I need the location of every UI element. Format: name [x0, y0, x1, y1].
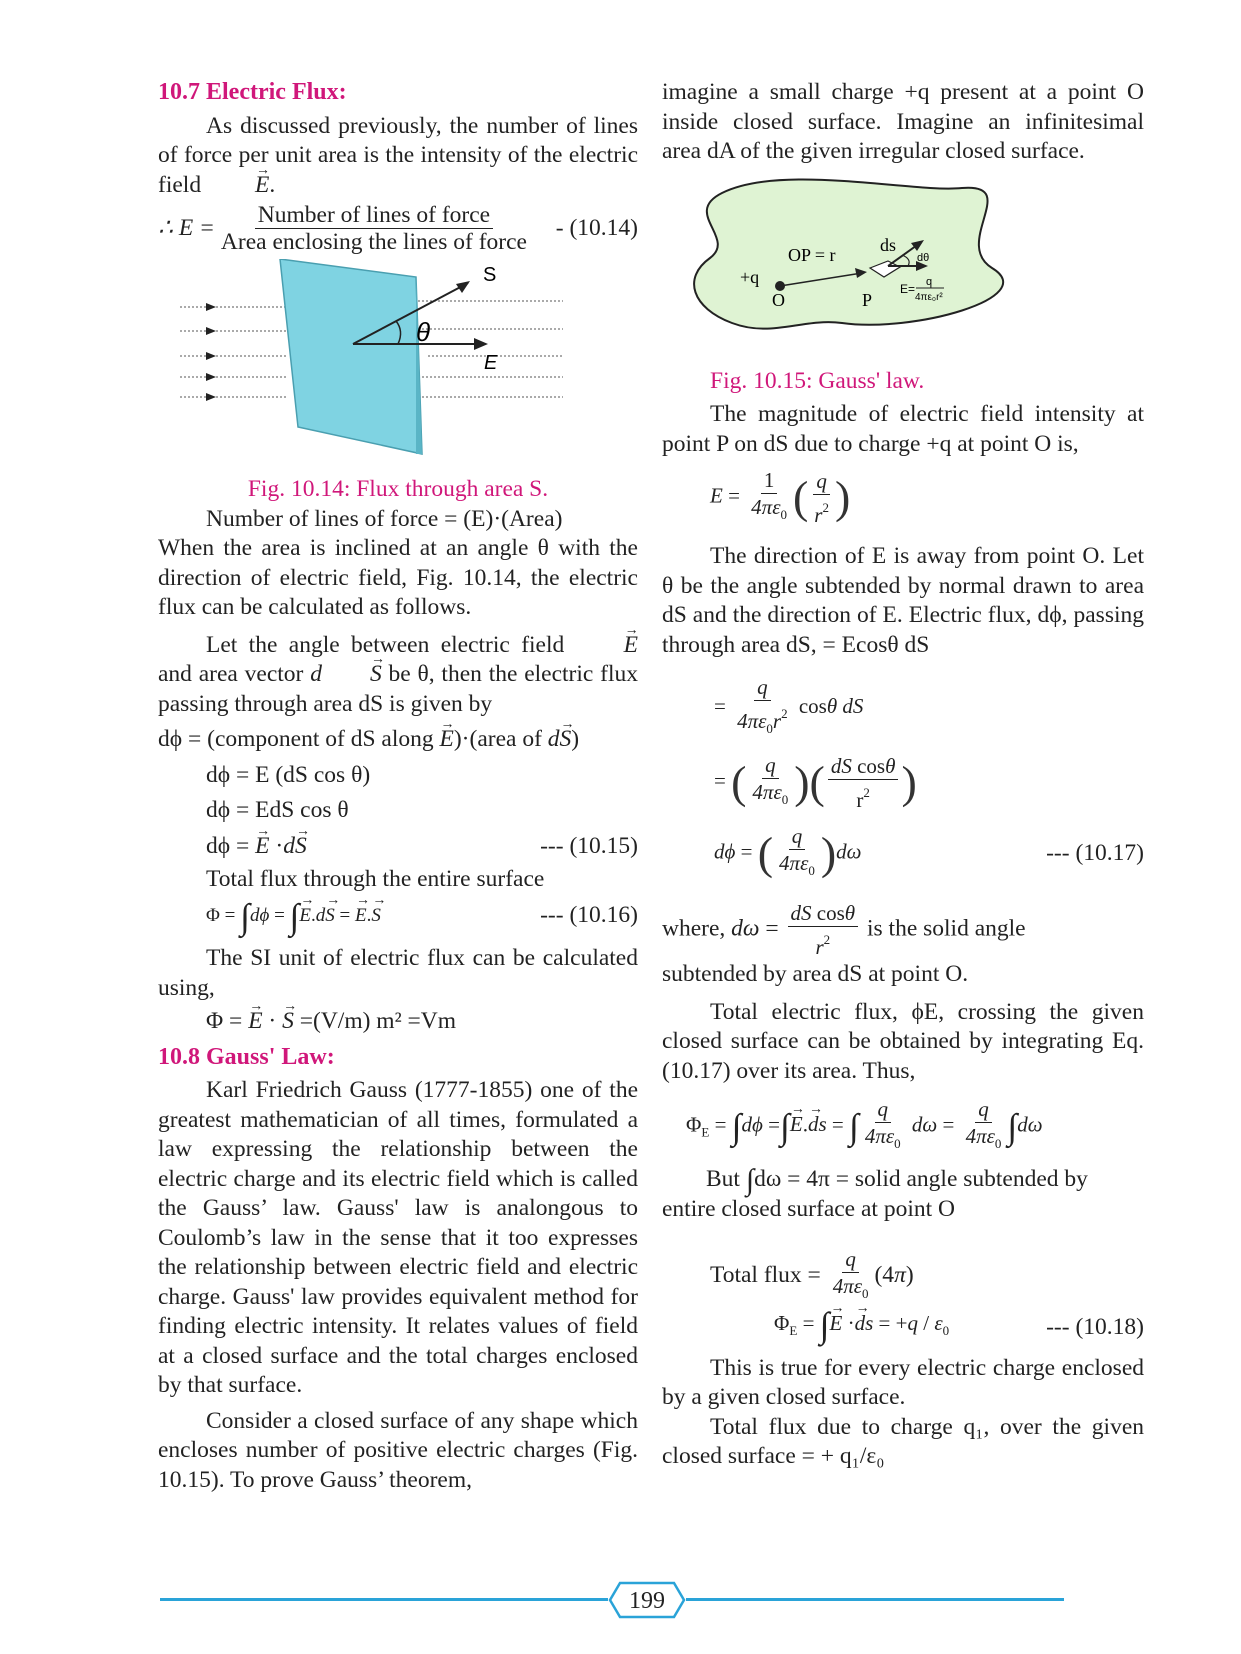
paragraph: Total flux due to charge q₁, over the given closed surface = + q₁/ε₀ — [662, 1413, 1144, 1469]
footer-rule-left — [160, 1598, 608, 1601]
dtheta-label: dθ — [917, 251, 930, 264]
field-label: E= — [900, 281, 916, 296]
svg-text:q: q — [926, 275, 933, 288]
equation: = ( $\frac{q}{4\pi\varepsilon_0}$ )( $\frac{\text{dS cosθ}}{r^2}$ ) — [714, 753, 917, 812]
right-column — [662, 78, 1144, 1472]
paragraph: entire closed surface at point O — [662, 1195, 955, 1222]
footer-rule-right — [686, 1598, 1064, 1601]
ds-label: ds — [880, 234, 897, 255]
figure-caption: Fig. 10.15: Gauss' law. — [710, 367, 925, 394]
paragraph: The magnitude of electric field intensity at point P on dS due to charge +q at point O is, — [662, 401, 1144, 457]
equation-component: dϕ = (component of dS along → E)·(area of d→ S) — [158, 725, 638, 755]
equation-10-18: $\Phi_E$ = ∫→ E ·→ ds = $+q / \varepsilon_0$ --- (10.18) — [774, 1309, 1144, 1346]
paragraph: The direction of E is away from point O. Let θ be the angle subtended by normal drawn to area dS and the direction of E. Electric flux, dϕ, passing through area dS, = Ecosθ dS — [662, 543, 1144, 658]
svg-text:4πε₀r²: 4πε₀r² — [915, 291, 943, 303]
vector-s-label: S — [483, 264, 497, 286]
section-heading-flux: 10.7 Electric Flux: — [158, 79, 347, 105]
equation-total-flux-value: Total flux = $\frac{q}{4\pi\varepsilon_0}$ (4π) — [710, 1247, 914, 1301]
distance-label: OP = r — [788, 244, 836, 265]
paragraph: As discussed previously, the number of lines of force per unit area is the intensity of the electric field → E. — [158, 112, 638, 201]
point-p-label: P — [862, 289, 873, 310]
origin-label: O — [772, 289, 785, 310]
theta-label: θ — [416, 317, 431, 347]
paragraph: Karl Friedrich Gauss (1777-1855) one of the greatest mathematician of all times, formulated a law expressing the relationship between the electric charge and its electric field which is called the Gauss’ law. Gauss' law is analongous to Coulomb’s law in the sense that it too expresses the relationship between electric field and electric charge. Gauss' law provides equivalent method for finding electric intensity. It relates values of field at a closed surface and the total charges enclosed by that surface. — [158, 1077, 638, 1398]
equation: = $\frac{q}{4\pi\varepsilon_0r^2}$ cosθ dS — [714, 675, 864, 736]
equation: dϕ = EdS cos θ — [206, 797, 349, 823]
closed-surface — [694, 179, 1003, 328]
paragraph: Let the angle between electric field → E and area vector d→ S be θ, then the electric flux passing through area dS is given by — [158, 631, 638, 720]
equation-si-unit: Φ = → E · → S =(V/m) m² =Vm — [206, 1007, 638, 1037]
equation-10-17: dϕ = ( $\frac{q}{4\pi\varepsilon_0}$ )dω --- (10.17) — [714, 824, 1144, 879]
paragraph: Number of lines of force = (E)·(Area) — [206, 505, 563, 532]
page-number-badge — [608, 1580, 686, 1620]
equation: dϕ = E (dS cos θ) — [206, 761, 371, 788]
paragraph: subtended by area dS at point O. — [662, 961, 969, 987]
paragraph: This is true for every electric charge enclosed by a given closed surface. — [662, 1354, 1144, 1410]
equation-field: E = $\frac{1}{4\pi\varepsilon_0}$ ( $\frac{q}{r^2}$ ) — [710, 468, 851, 527]
page-number: 199 — [629, 1588, 665, 1614]
solid-angle-definition: where, dω = $\frac{\text{dS cosθ}}{r^2}$ is the solid angle — [662, 901, 1026, 959]
paragraph: imagine a small charge +q present at a point O inside closed surface. Imagine an infinitesimal area dA of the given irregular closed surface. — [662, 79, 1144, 164]
charge-label: +q — [740, 266, 760, 287]
paragraph: Total electric flux, ϕE, crossing the given closed surface can be obtained by integrating Eq. (10.17) over its area. Thus, — [662, 998, 1144, 1084]
paragraph: But ∫dω = 4π = solid angle subtended by — [706, 1163, 1088, 1197]
equation-10-15: dϕ = → E · d → S --- (10.15) — [206, 832, 638, 862]
paragraph: When the area is inclined at an angle θ with the direction of electric field, Fig. 10.14, the electric flux can be calculated as follows. — [158, 535, 638, 620]
area-plate — [280, 259, 422, 454]
paragraph: The SI unit of electric flux can be calculated using, — [158, 945, 638, 1001]
equation-total-flux: $\Phi_E = \int d\phi$ =∫→ E.→ ds = ∫ $\frac{q}{4\pi\varepsilon_0}$ dω = $\frac{q}{4\pi\varepsilon_0}$ ∫dω — [686, 1096, 1144, 1157]
figure-gauss-law — [662, 173, 1142, 363]
left-column — [158, 78, 638, 1495]
figure-caption: Fig. 10.14: Flux through area S. — [247, 476, 549, 502]
paragraph: Consider a closed surface of any shape which encloses number of positive electric charges (Fig. 10.15). To prove Gauss’ theorem, — [158, 1407, 638, 1493]
paragraph: Total flux through the entire surface — [206, 866, 545, 892]
equation-10-14: ∴ E = $\frac{\text{Number of lines of force}}{\text{Area enclosing the lines of force}}$ - (10.14) — [158, 202, 638, 255]
figure-flux-through-area — [158, 259, 638, 469]
vector-e-label: E — [484, 352, 498, 374]
section-heading-gauss: 10.8 Gauss' Law: — [158, 1043, 335, 1070]
equation-10-16: Φ = ∫dϕ = ∫→ E.d→ S = → E.→ S --- (10.16) — [206, 901, 638, 931]
